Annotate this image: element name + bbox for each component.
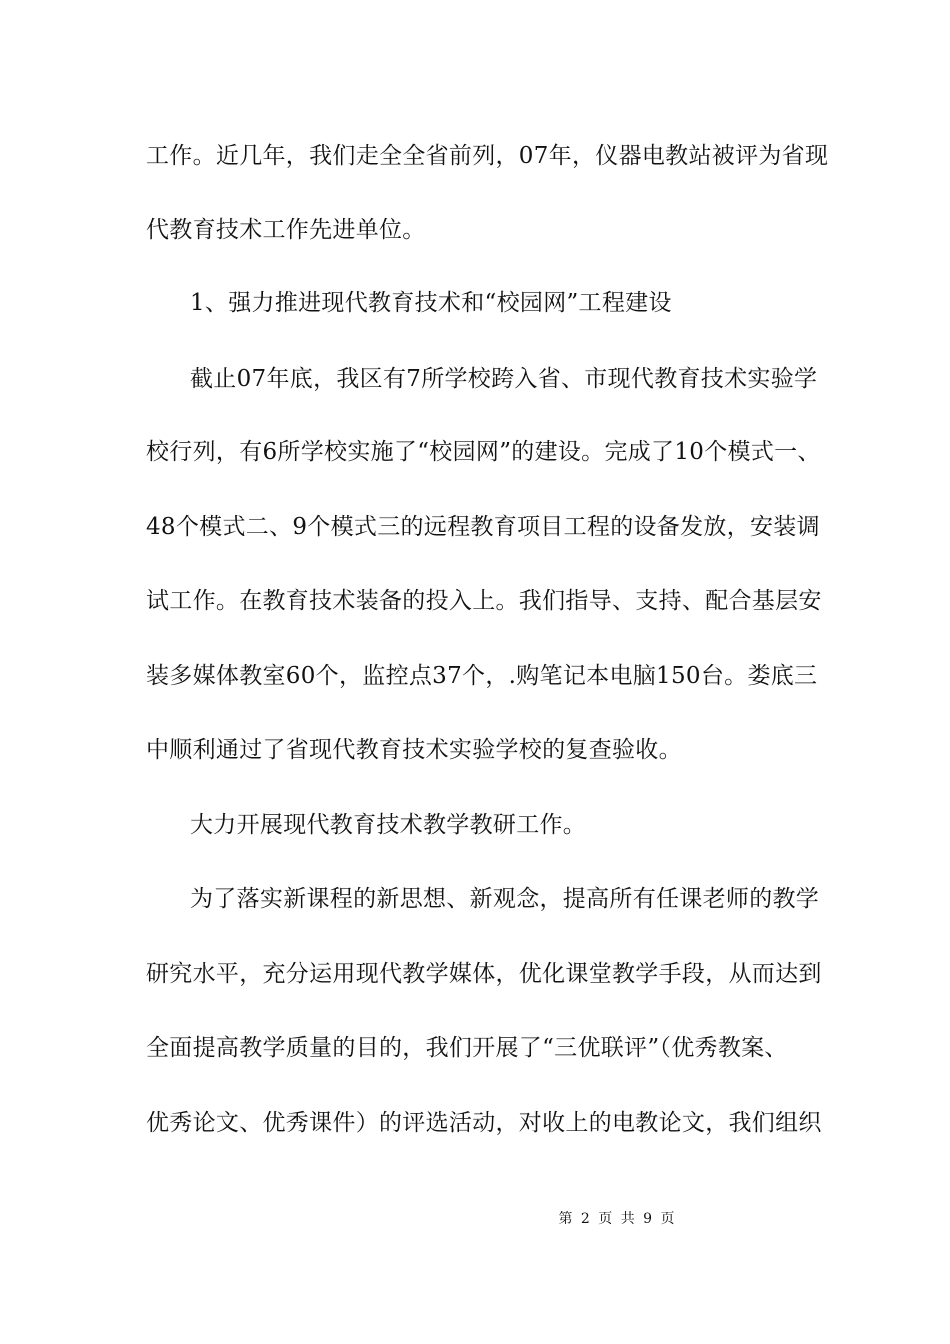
text-line-14: 优秀论文、优秀课件）的评选活动，对收上的电教论文，我们组织 [146,1110,822,1136]
text-line-13: 全面提高教学质量的目的，我们开展了“三优联评”（优秀教案、 [146,1035,788,1061]
text-line-6: 48个模式二、9个模式三的远程教育项目工程的设备发放，安装调 [146,514,820,540]
page-footer [0,1210,950,1228]
text-line-7: 试工作。在教育技术装备的投入上。我们指导、支持、配合基层安 [146,588,822,614]
text-line-5: 校行列，有6所学校实施了“校园网”的建设。完成了10个模式一、 [146,439,821,465]
page-number: 第 2 页 共 9 页 [558,1211,677,1227]
text-line-4: 截止07年底，我区有7所学校跨入省、市现代教育技术实验学 [190,366,818,392]
section-heading-2: 大力开展现代教育技术教学教研工作。 [190,812,587,838]
section-heading-1: 1、强力推进现代教育技术和“校园网”工程建设 [190,290,672,316]
text-line-1: 工作。近几年，我们走全全省前列，07年，仪器电教站被评为省现 [146,143,829,169]
text-line-11: 为了落实新课程的新思想、新观念，提高所有任课老师的教学 [190,886,820,912]
text-line-9: 中顺利通过了省现代教育技术实验学校的复查验收。 [146,737,682,763]
text-line-8: 装多媒体教室60个，监控点37个，.购笔记本电脑150台。娄底三 [146,663,818,689]
text-line-2: 代教育技术工作先进单位。 [146,217,426,243]
text-line-12: 研究水平，充分运用现代教学媒体，优化课堂教学手段，从而达到 [146,961,822,987]
